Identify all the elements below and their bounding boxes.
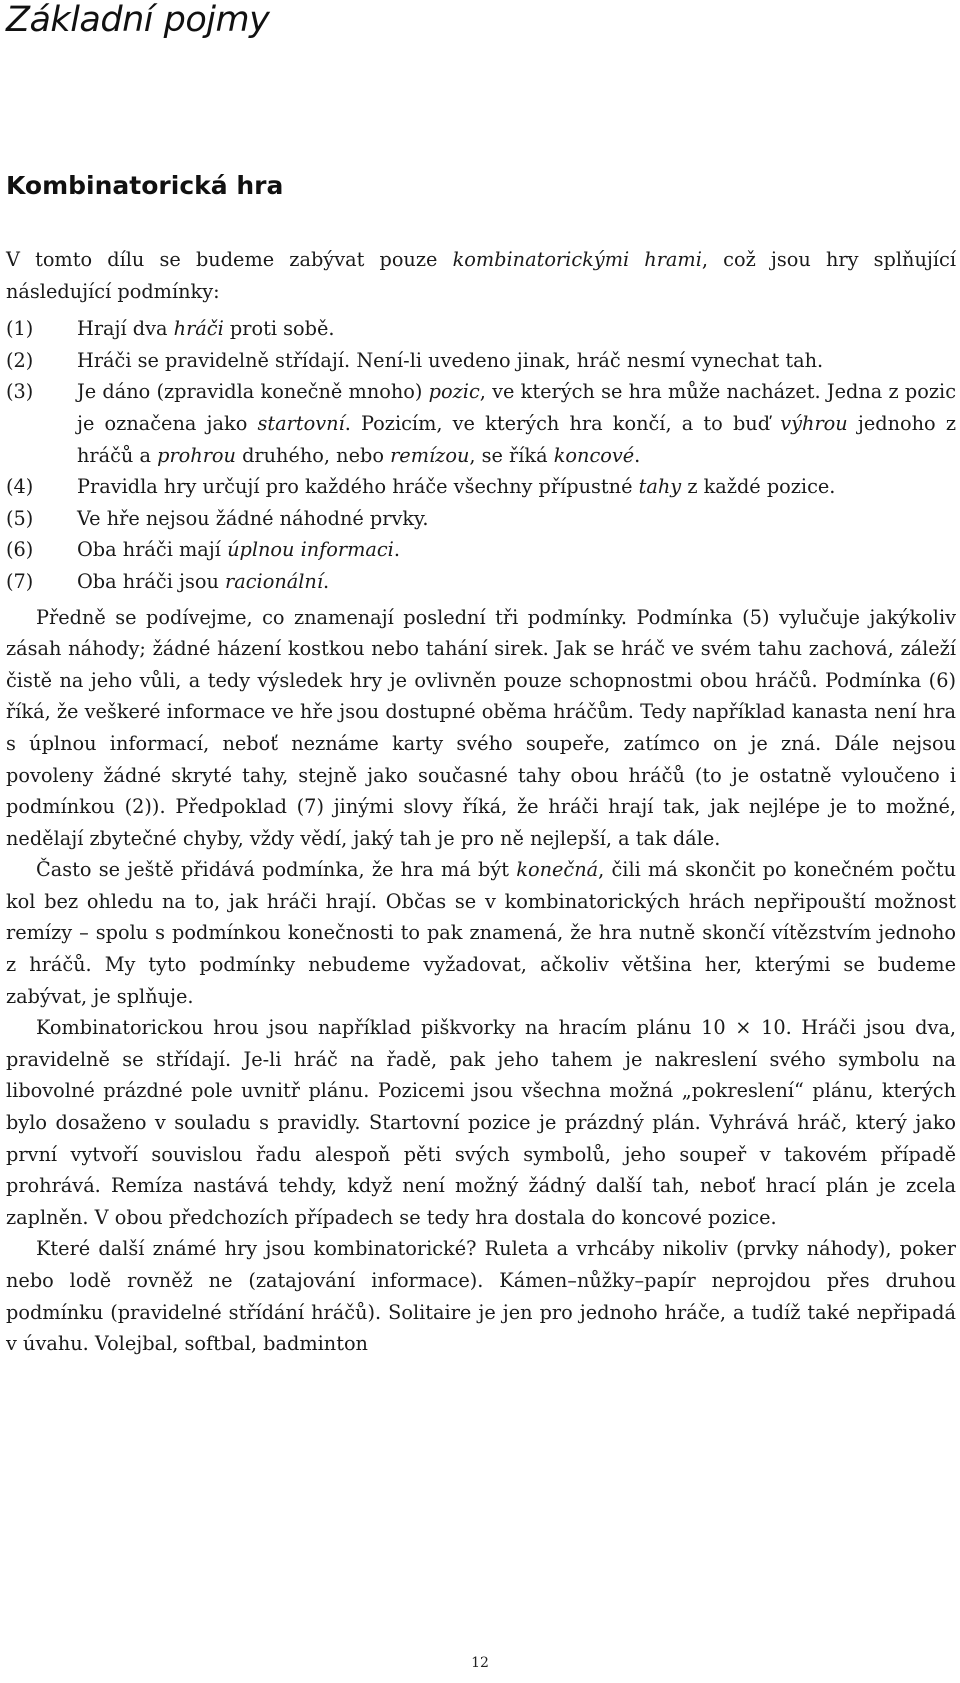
emphasis: konečná (516, 858, 599, 882)
chapter-title: Základní pojmy (6, 0, 270, 40)
text-run: . (322, 569, 330, 593)
page-number: 12 (471, 1655, 489, 1671)
text-run: , se říká (469, 443, 554, 467)
condition-item-6 (6, 534, 956, 566)
text-run: . (393, 538, 400, 562)
section-title: Kombinatorická hra (6, 171, 284, 200)
text-run: , ve kterých se hra může nacházet. Jedna z pozic je označena jako (77, 380, 957, 435)
text-run: Pravidla hry určují pro každého hráče všechny přípustné (77, 475, 639, 499)
condition-number: (5) (6, 506, 34, 530)
text-run: Často se ještě přidává podmínka, že hra má být (36, 858, 517, 882)
condition-item-3 (6, 376, 956, 471)
emphasis: hráči (173, 317, 224, 341)
emphasis: výhrou (780, 411, 848, 435)
paragraph-finite-games (6, 854, 956, 1012)
text-run: , čili má skončit po konečném počtu kol bez ohledu na to, jak hráči hrají. Občas se v kombinatorických hrách nepřipouští možnost remízy – spolu s podmínkou konečnosti to pak znamená, že hra nutně skončí vítězstvím jednoho z hráčů. My tyto podmínky nebudeme vyžadovat, ačkoliv většina her, kterými se budeme zabývat, je splňuje. (6, 858, 956, 1008)
text-run: . Pozicím, ve kterých hra končí, a to buď (344, 411, 781, 435)
text-run: z každé pozice. (681, 475, 836, 499)
text-run: V tomto dílu se budeme zabývat pouze (6, 248, 453, 271)
condition-number: (6) (6, 538, 34, 562)
text-run: Ve hře nejsou žádné náhodné prvky. (77, 506, 429, 530)
condition-number: (2) (6, 348, 34, 372)
condition-number: (1) (6, 317, 34, 341)
condition-number: (4) (6, 475, 34, 499)
condition-item-1 (6, 313, 956, 345)
text-run: Oba hráči jsou (77, 569, 226, 593)
condition-item-5 (6, 503, 956, 535)
condition-item-7 (6, 566, 956, 598)
condition-item-2 (6, 345, 956, 377)
paragraph-other-games: Které další známé hry jsou kombinatorické? Ruleta a vrhcáby nikoliv (prvky náhody), poker nebo lodě rovněž ne (zatajování informace). Kámen–nůžky–papír neprojdou přes druhou podmínku (pravidelné střídání hráčů). Solitaire je jen pro jednoho hráče, a tudíž také nepřipadá v úvahu. Volejbal, softbal, badminton (6, 1237, 956, 1356)
emphasis: koncové (553, 443, 635, 467)
condition-number: (3) (6, 380, 34, 404)
text-run: Hrají dva (77, 317, 174, 341)
text-run: druhého, nebo (235, 443, 391, 467)
emphasis: remízou (390, 443, 470, 467)
text-run: Oba hráči mají (77, 538, 228, 562)
condition-number: (7) (6, 569, 34, 593)
emphasis: tahy (638, 475, 682, 499)
emphasis: úplnou informaci (227, 538, 394, 562)
text-run: . (634, 443, 641, 467)
emphasis: racionální (225, 569, 323, 593)
paragraph-tic-tac-toe-example: Kombinatorickou hrou jsou například piškvorky na hracím plánu 10 × 10. Hráči jsou dva, pravidelně se střídají. Je-li hráč na řadě, pak jeho tahem je nakreslení svého symbolu na libovolné prázdné pole uvnitř plánu. Pozicemi jsou všechna možná „pokreslení“ plánu, kterých bylo dosaženo v souladu s pravidly. Startovní pozice je prázdný plán. Vyhrává hráč, který jako první vytvoří souvislou řadu alespoň pěti svých symbolů, jeho soupeř v takovém případě prohrává. Remíza nastává tehdy, když není možný žádný další tah, neboť hrací plán je zcela zaplněn. V obou předchozích případech se tedy hra dostala do koncové pozice. (6, 1016, 956, 1229)
paragraph-conditions-explained: Předně se podívejme, co znamenají poslední tři podmínky. Podmínka (5) vylučuje jakýkoliv zásah náhody; žádné házení kostkou nebo tahání sirek. Jak se hráč ve svém tahu zachová, záleží čistě na jeho vůli, a tedy výsledek hry je ovlivněn pouze schopnostmi obou hráčů. Podmínka (6) říká, že veškeré informace ve hře jsou dostupné oběma hráčům. Tedy například kanasta není hra s úplnou informací, neboť neznáme karty svého soupeře, zatímco on je zná. Dále nejsou povoleny žádné skryté tahy, stejně jako současné tahy obou hráčů (to je ostatně vyloučeno i podmínkou (2)). Předpoklad (7) jinými slovy říká, že hráči hrají tak, jak nejlépe je to možné, nedělají zbytečné chyby, vždy vědí, jaký tah je pro ně nejlepší, a tak dále. (6, 605, 956, 850)
text-run: Hráči se pravidelně střídají. Není-li uvedeno jinak, hráč nesmí vynechat tah. (77, 348, 824, 372)
emphasis: kombinatorickými hrami (452, 248, 702, 271)
emphasis: pozic (428, 380, 480, 404)
text-run: jednoho z hráčů a (77, 411, 956, 467)
text-run: Je dáno (zpravidla konečně mnoho) (77, 380, 429, 404)
conditions-list (6, 313, 956, 597)
text-run: , což jsou hry splňující následující podmínky: (6, 248, 956, 303)
condition-item-4 (6, 471, 956, 503)
emphasis: startovní (257, 411, 345, 435)
emphasis: prohrou (157, 443, 236, 467)
section-body (6, 244, 956, 1360)
text-run: proti sobě. (223, 317, 335, 341)
intro-paragraph (6, 244, 956, 307)
